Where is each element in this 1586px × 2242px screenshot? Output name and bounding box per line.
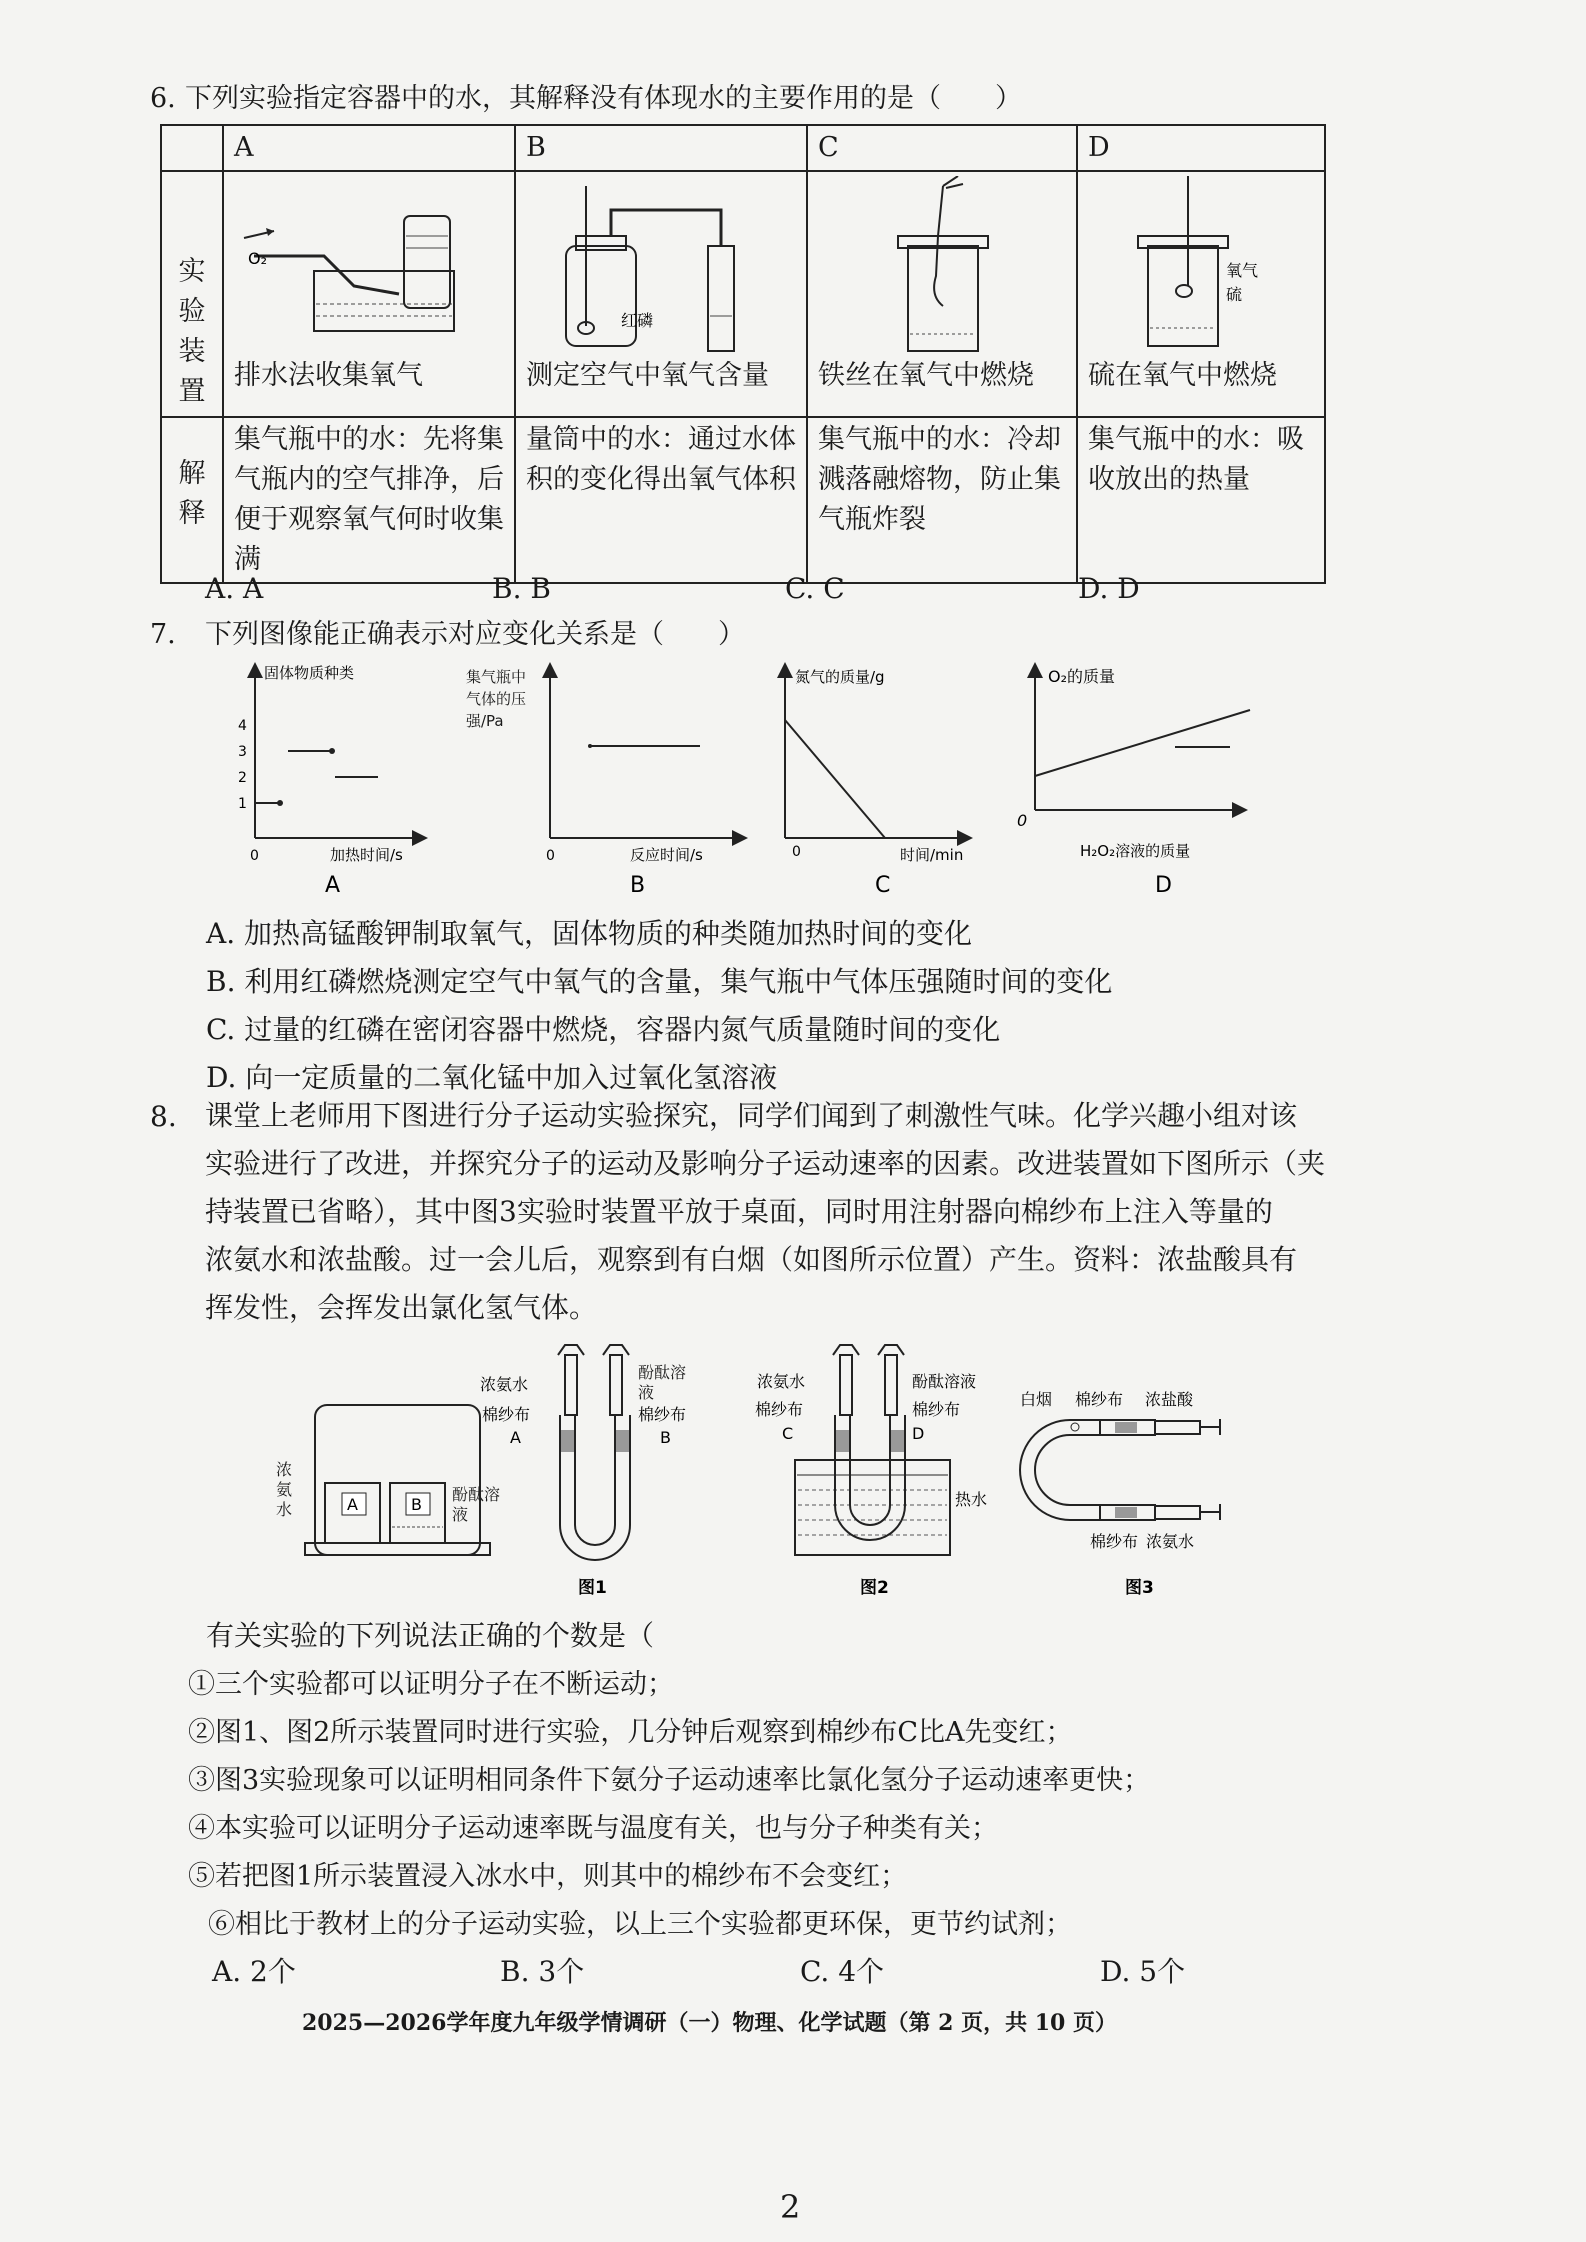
q7-graphs [220,660,1300,910]
device-cell-c [807,171,1077,417]
q6-choice-a: A. A [205,572,264,605]
graph-a-letter: A [325,873,341,898]
q6-choice-d: D. D [1078,572,1140,605]
q8-line-5: 挥发性，会挥发出氯化氢气体。 [205,1291,598,1324]
device-cell-a [223,171,515,417]
q7-option-a [206,912,972,952]
q6-table [160,124,1326,584]
fig2-caption: 图2 [860,1578,889,1598]
caption-b: 测定空气中氧气含量 [526,360,769,391]
device-cell-d [1077,171,1325,417]
q7-stem: 下列图像能正确表示对应变化关系是（ ） [205,619,745,650]
q8-statement-6-text: 相比于教材上的分子运动实验，以上三个实验都更环保，更节约试剂； [235,1909,1072,1940]
bell-phenol-label: 酚酞溶液 [452,1485,500,1524]
figure-1 [480,1345,688,1598]
fig3-cotton-top-label: 棉纱布 [1075,1390,1124,1409]
fig1-cotton-a-label: 棉纱布 [482,1405,531,1424]
beaker-a-label: A [347,1495,358,1514]
graph-c-letter: C [875,873,891,898]
graph-b-origin: 0 [546,848,555,864]
q8-statement-2 [188,1710,1073,1749]
q8-statement-6 [208,1902,1072,1941]
q8-choice-d: D. 5个 [1100,1955,1186,1988]
apparatus-a-figure [234,176,484,356]
q8-choice-c: C. 4个 [800,1955,885,1988]
graph-a-origin: 0 [250,848,259,864]
q8-statement-4 [188,1806,998,1845]
graph-a [238,664,420,898]
fig1-ammonia-label: 浓氨水 [480,1375,529,1394]
explain-d: 集气瓶中的水：吸收放出的热量 [1077,417,1325,583]
q8-statement-3-mark: ③ [188,1765,215,1796]
device-cell-b [515,171,807,417]
fig1-cotton-b-letter: B [660,1428,671,1447]
fig2-cotton-c-letter: C [782,1424,794,1443]
graph-d [1017,667,1250,898]
q7-option-c-text: 过量的红磷在密闭容器中燃烧，容器内氮气质量随时间的变化 [244,1013,1001,1046]
q8-stem [205,1092,1365,1332]
graph-b [466,666,740,898]
q8-choice-a: A. 2个 [212,1955,296,1988]
q7-option-b [206,960,1112,1000]
explain-c: 集气瓶中的水：冷却溅落融熔物，防止集气瓶炸裂 [807,417,1077,583]
q7-option-b-text: 利用红磷燃烧测定空气中氧气的含量，集气瓶中气体压强随时间的变化 [244,965,1113,998]
page-number: 2 [780,2188,801,2226]
fig1-cotton-b-label: 棉纱布 [638,1405,687,1424]
q6-choice-b: B. B [492,572,551,605]
q8-statement-1 [188,1662,674,1701]
q7-option-c [206,1008,1000,1048]
explain-a: 集气瓶中的水：先将集气瓶内的空气排净，后便于观察氧气何时收集满 [223,417,515,583]
bell-ammonia-label: 浓氨水 [276,1460,293,1519]
label-o2: O₂ [248,249,268,268]
q8-statement-2-mark: ② [188,1717,215,1748]
q7-number: 7. [150,619,176,650]
fig2-cotton-d-label: 棉纱布 [912,1400,961,1419]
figure-2 [755,1345,987,1598]
col-header-c: C [807,125,1077,171]
fig2-cotton-c-label: 棉纱布 [755,1400,804,1419]
q8-line-2: 实验进行了改进，并探究分子的运动及影响分子运动速率的因素。改进装置如下图所示（夹 [205,1147,1326,1180]
table-corner [161,125,223,171]
fig2-cotton-d-letter: D [912,1424,925,1443]
fig3-cotton-bottom-label: 棉纱布 [1090,1532,1139,1551]
q7-option-c-letter: C. [206,1013,236,1046]
col-header-a: A [223,125,515,171]
figure-bell-jar [276,1405,500,1560]
fig2-ammonia-label: 浓氨水 [757,1372,806,1391]
q6-number: 6. [150,83,176,114]
q6-choice-c: C. C [785,572,845,605]
q8-statement-1-mark: ① [188,1669,215,1700]
caption-c: 铁丝在氧气中燃烧 [818,360,1034,391]
col-header-b: B [515,125,807,171]
graph-d-letter: D [1155,873,1172,898]
graph-a-ytick-1: 1 [238,796,247,812]
fig2-hot-water-label: 热水 [955,1490,988,1509]
fig2-phenol-label: 酚酞溶液 [912,1372,977,1391]
q7-option-d-letter: D. [206,1061,237,1094]
q7-option-d-text: 向一定质量的二氧化锰中加入过氧化氢溶液 [245,1061,778,1094]
beaker-b-label: B [411,1495,422,1514]
graph-a-ytick-3: 3 [238,744,247,760]
figure-3 [1020,1390,1220,1598]
caption-d: 硫在氧气中燃烧 [1088,360,1277,391]
label-oxygen: 氧气 [1226,261,1259,280]
apparatus-d-figure [1088,176,1298,356]
fig3-ammonia-label: 浓氨水 [1146,1532,1195,1551]
row-head-device: 实验装置 [161,171,223,417]
graph-d-origin: 0 [1017,811,1028,830]
q8-line-4: 浓氨水和浓盐酸。过一会儿后，观察到有白烟（如图所示位置）产生。资料：浓盐酸具有 [205,1243,1298,1276]
fig3-white-smoke-label: 白烟 [1020,1390,1053,1409]
graph-c [785,668,965,898]
row-head-explain: 解释 [161,417,223,583]
q8-statement-3-text: 图3实验现象可以证明相同条件下氨分子运动速率比氯化氢分子运动速率更快； [215,1765,1151,1796]
graph-a-ylabel: 固体物质种类 [264,664,355,682]
q8-statement-1-text: 三个实验都可以证明分子在不断运动； [215,1669,674,1700]
fig1-cotton-a-letter: A [510,1428,521,1447]
q7-option-b-letter: B. [206,965,236,998]
q8-number: 8. [150,1100,177,1133]
graph-a-ytick-4: 4 [238,718,247,734]
fig1-phenol-label: 酚酞溶液 [638,1363,687,1402]
q8-statement-6-mark: ⑥ [208,1909,235,1940]
page-footer: 2025—2026学年度九年级学情调研（一）物理、化学试题（第 2 页，共 10 页） [302,2010,1118,2036]
q8-statement-5 [188,1854,907,1893]
q7-option-a-text: 加热高锰酸钾制取氧气，固体物质的种类随加热时间的变化 [244,917,973,950]
col-header-d: D [1077,125,1325,171]
q6-stem: 下列实验指定容器中的水，其解释没有体现水的主要作用的是（ ） [185,83,1022,114]
q8-choice-b: B. 3个 [500,1955,585,1988]
label-red-phosphorus: 红磷 [621,311,654,330]
q8-line-1: 课堂上老师用下图进行分子运动实验探究，同学们闻到了刺激性气味。化学兴趣小组对该 [205,1099,1298,1132]
explain-b: 量筒中的水：通过水体积的变化得出氧气体积 [515,417,807,583]
q8-statement-3 [188,1758,1150,1797]
apparatus-c-figure [818,176,1048,356]
graph-d-xlabel: H₂O₂溶液的质量 [1080,842,1191,860]
q7-option-d [206,1056,777,1096]
q7-option-a-letter: A. [206,917,236,950]
graph-d-ylabel: O₂的质量 [1048,667,1116,686]
graph-b-ylabel: 集气瓶中气体的压强/Pa [466,668,527,730]
q8-statement-4-mark: ④ [188,1813,215,1844]
q8-figures [220,1335,1330,1605]
graph-b-letter: B [630,873,646,898]
graph-c-ylabel: 氮气的质量/g [795,668,885,686]
label-sulfur: 硫 [1226,285,1243,304]
graph-a-ytick-2: 2 [238,770,247,786]
graph-a-xlabel: 加热时间/s [330,846,403,864]
fig1-caption: 图1 [578,1578,607,1598]
fig3-hcl-label: 浓盐酸 [1145,1390,1194,1409]
q8-line-3: 持装置已省略），其中图3实验时装置平放于桌面，同时用注射器向棉纱布上注入等量的 [205,1195,1273,1228]
q8-statement-2-text: 图1、图2所示装置同时进行实验，几分钟后观察到棉纱布C比A先变红； [215,1717,1073,1748]
q8-statement-4-text: 本实验可以证明分子运动速率既与温度有关，也与分子种类有关； [215,1813,998,1844]
graph-c-xlabel: 时间/min [900,846,964,864]
apparatus-b-figure [526,176,776,356]
graph-c-origin: 0 [792,844,801,860]
fig3-caption: 图3 [1125,1578,1154,1598]
q8-statement-5-text: 若把图1所示装置浸入冰水中，则其中的棉纱布不会变红； [215,1861,908,1892]
graph-b-xlabel: 反应时间/s [630,846,703,864]
q8-statement-5-mark: ⑤ [188,1861,215,1892]
caption-a: 排水法收集氧气 [234,360,423,391]
q8-question: 有关实验的下列说法正确的个数是（ [206,1619,655,1652]
